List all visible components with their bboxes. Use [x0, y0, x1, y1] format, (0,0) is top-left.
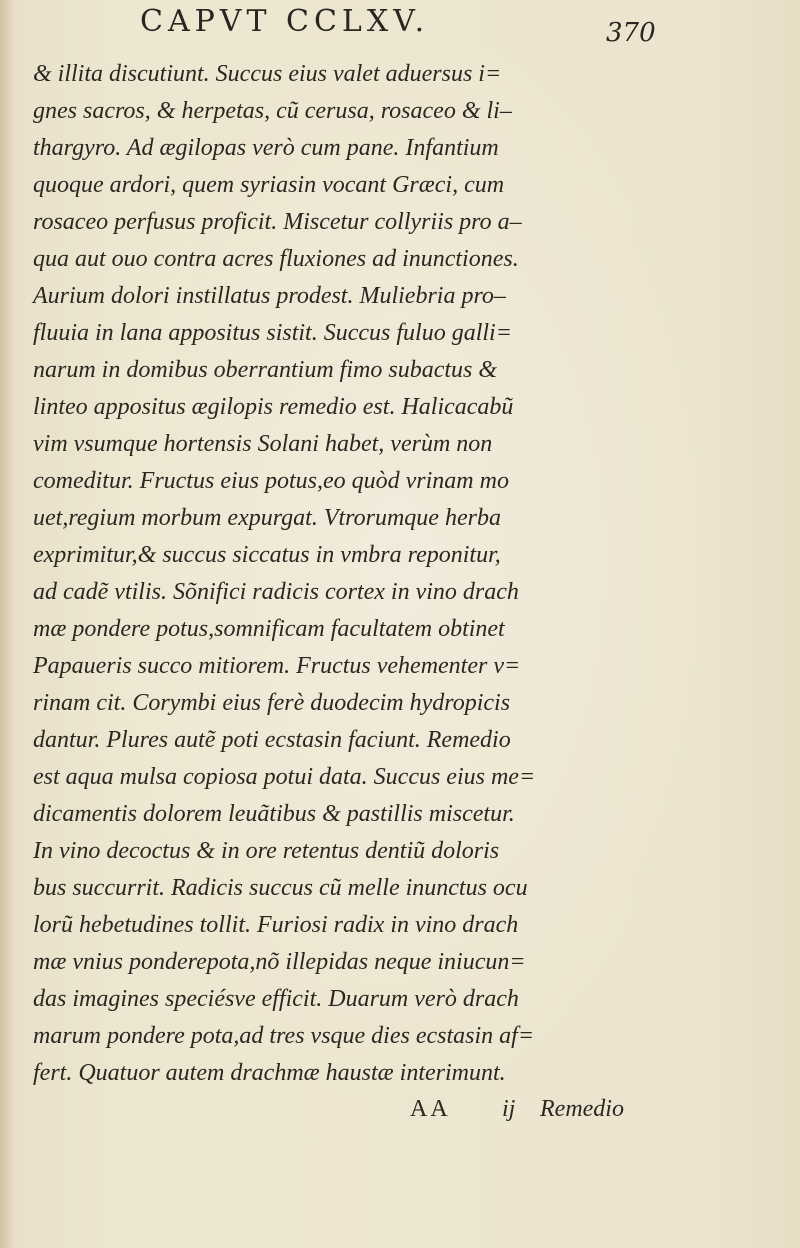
- text-line: quoque ardori, quem syriasin vocant Græci, cum: [33, 172, 505, 198]
- running-header: [0, 4, 800, 54]
- text-line: narum in domibus oberrantium fimo subactus &: [33, 357, 498, 383]
- text-line: gnes sacros, & herpetas, cũ cerusa, rosaceo & li–: [33, 98, 512, 124]
- text-line: mæ vnius ponderepota,nõ illepidas neque iniucun=: [33, 949, 526, 975]
- text-line: est aqua mulsa copiosa potui data. Succus eius me=: [33, 764, 536, 790]
- text-line: ad cadẽ vtilis. Sõnifici radicis cortex in vino drach: [33, 579, 519, 605]
- text-line: In vino decoctus & in ore retentus dentiũ doloris: [33, 838, 500, 864]
- text-line: das imagines speciésve efficit. Duarum verò drach: [33, 986, 519, 1012]
- text-line: fert. Quatuor autem drachmæ haustæ interimunt.: [33, 1060, 506, 1086]
- signature-mark: AA: [410, 1096, 451, 1122]
- chapter-title: CAPVT CCLXV.: [140, 4, 430, 39]
- page-number: 370: [606, 18, 656, 48]
- text-line: Aurium dolori instillatus prodest. Muliebria pro–: [33, 283, 506, 309]
- text-line: exprimitur,& succus siccatus in vmbra reponitur,: [33, 542, 501, 568]
- text-line: dantur. Plures autẽ poti ecstasin faciunt. Remedio: [33, 727, 511, 753]
- text-line: bus succurrit. Radicis succus cũ melle inunctus ocu: [33, 875, 528, 901]
- binding-gutter: [0, 0, 14, 1248]
- text-line: rinam cit. Corymbi eius ferè duodecim hydropicis: [33, 690, 511, 716]
- text-line: Papaueris succo mitiorem. Fructus vehementer v=: [33, 653, 521, 679]
- text-line: qua aut ouo contra acres fluxiones ad inunctiones.: [33, 246, 519, 272]
- text-line: marum pondere pota,ad tres vsque dies ecstasin af=: [33, 1023, 535, 1049]
- text-line: mæ pondere potus,somnificam facultatem obtinet: [33, 616, 505, 642]
- text-line: dicamentis dolorem leuãtibus & pastillis miscetur.: [33, 801, 515, 827]
- text-line: vim vsumque hortensis Solani habet, verùm non: [33, 431, 493, 457]
- text-line: fluuia in lana appositus sistit. Succus fuluo galli=: [33, 320, 512, 346]
- text-line: lorũ hebetudines tollit. Furiosi radix in vino drach: [33, 912, 519, 938]
- text-line: comeditur. Fructus eius potus,eo quòd vrinam mo: [33, 468, 509, 494]
- signature-number: ij: [502, 1096, 516, 1122]
- text-line: & illita discutiunt. Succus eius valet aduersus i=: [33, 61, 502, 87]
- text-line: rosaceo perfusus proficit. Miscetur collyriis pro a–: [33, 209, 522, 235]
- text-line: uet,regium morbum expurgat. Vtrorumque herba: [33, 505, 501, 531]
- text-line: thargyro. Ad ægilopas verò cum pane. Infantium: [33, 135, 499, 161]
- catchword: Remedio: [540, 1096, 624, 1122]
- text-line: linteo appositus ægilopis remedio est. Halicacabũ: [33, 394, 514, 420]
